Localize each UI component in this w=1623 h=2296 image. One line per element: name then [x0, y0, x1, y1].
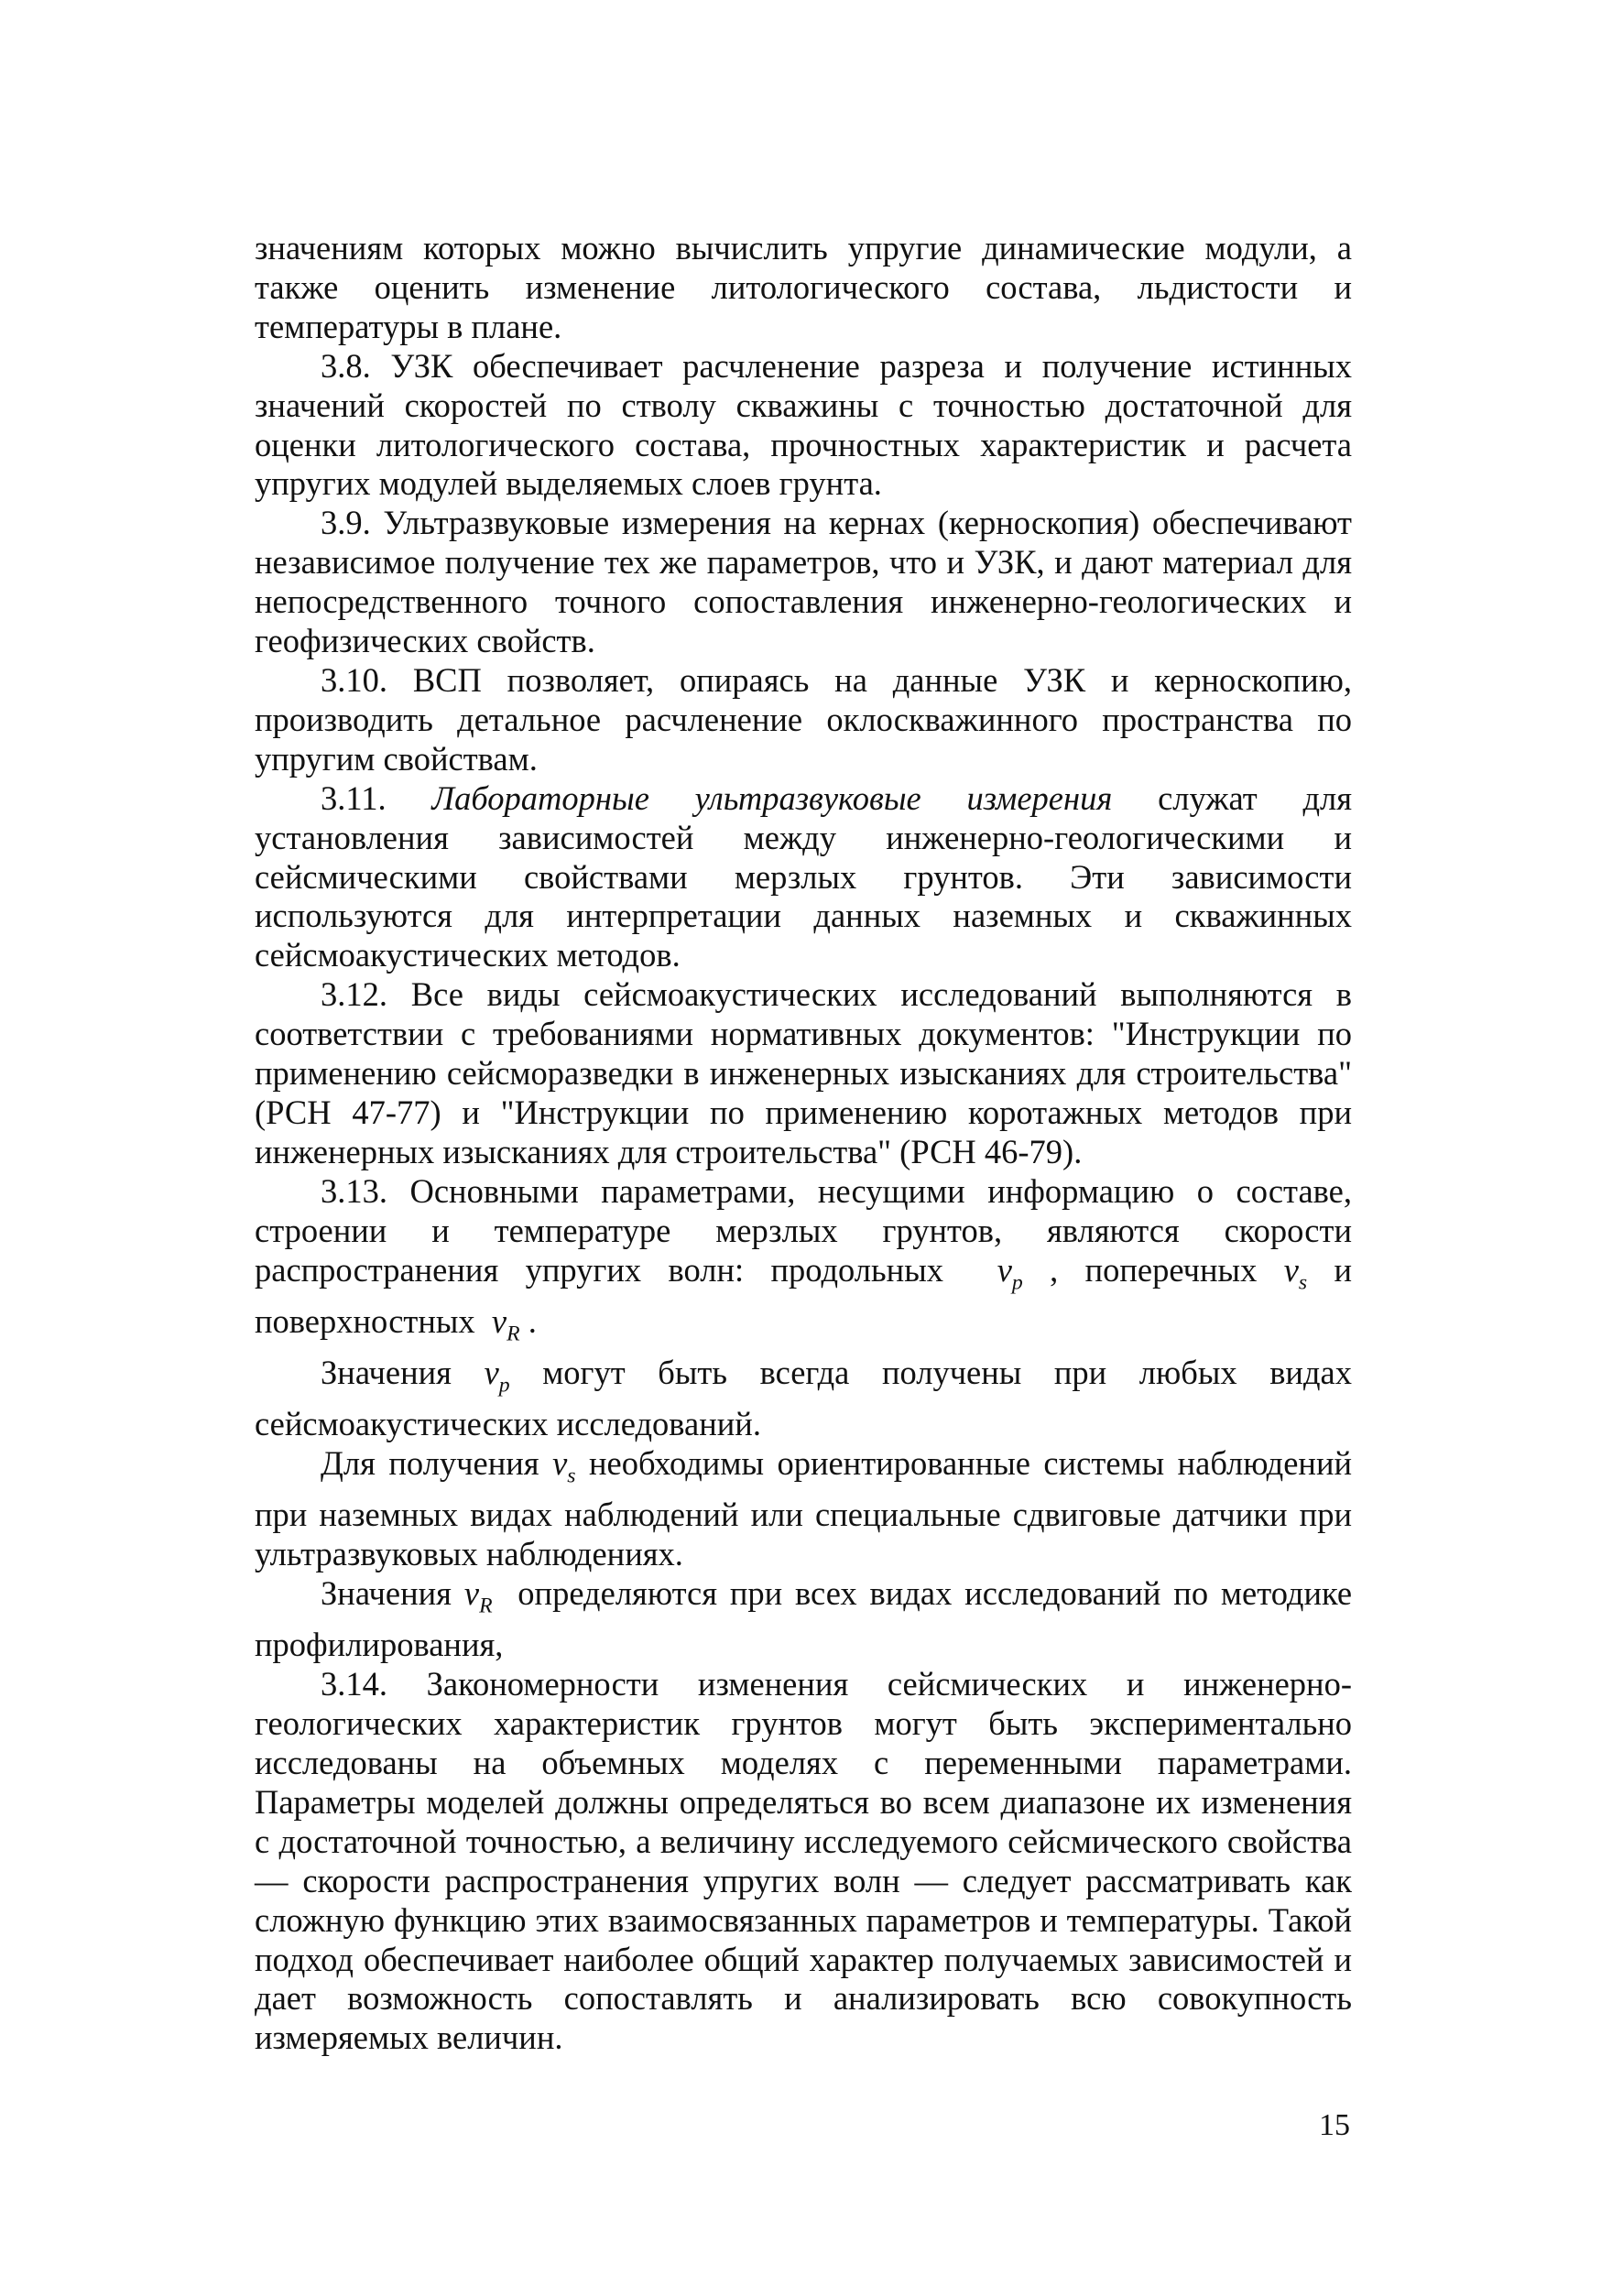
symbol-vr — [491, 1301, 520, 1346]
symbol-vs — [552, 1444, 576, 1488]
paragraph-3-13-d-text-b: определяются при всех видах исследований по методике профилирования, — [255, 1574, 1353, 1664]
continuation-text: значениям которых можно вычислить упругие динамические модули, а также оценить изменение литологического состава, льдистости и температуры в плане. — [255, 229, 1352, 345]
paragraph-3-8 — [255, 347, 1352, 505]
paragraph-3-13-text-d: . — [528, 1301, 537, 1340]
paragraph-3-13-text-b: , поперечных — [1050, 1250, 1258, 1289]
paragraph-3-13-c — [255, 1444, 1352, 1574]
subscript-s: s — [567, 1464, 576, 1488]
paragraph-3-13-d — [255, 1574, 1352, 1665]
symbol-vr — [463, 1574, 493, 1618]
section-number-3-14: 3.14. — [321, 1665, 387, 1703]
page-body — [255, 229, 1352, 2058]
paragraph-3-12 — [255, 975, 1352, 1172]
section-number-3-11: 3.11. — [321, 778, 387, 817]
paragraph-3-11-text: служат для установления зависимостей между инженерно-геологическими и сейсмическими свойствами мерзлых грунтов. Эти зависимости используются для интерпретации данных наземных и скважинных сейсмоакустических методов. — [255, 778, 1353, 974]
symbol-v: v — [491, 1301, 507, 1340]
paragraph-3-13-c-text-a: Для получения — [321, 1444, 539, 1483]
subscript-p: p — [498, 1373, 510, 1398]
paragraph-3-9-text: Ультразвуковые измерения на кернах (керноскопия) обеспечивают независимое получение тех же параметров, что и УЗК, и дают материал для непосредственного точного сопоставления инженерно-геологических и геофизических свойств. — [255, 504, 1352, 660]
paragraph-3-8-text: УЗК обеспечивает расчленение разреза и получение истинных значений скоростей по стволу скважины с точностью достаточной для оценки литологического состава, прочностных характеристик и расчета упругих модулей выделяемых слоев грунта. — [255, 346, 1353, 503]
symbol-vp — [997, 1250, 1023, 1294]
section-number-3-9: 3.9. — [321, 504, 371, 542]
paragraph-3-13-b-text-b: могут быть всегда получены при любых видах сейсмоакустических исследований. — [255, 1353, 1352, 1443]
symbol-vs — [1283, 1250, 1308, 1294]
page-number: 15 — [1319, 2108, 1350, 2142]
subscript-r: R — [507, 1322, 520, 1346]
symbol-v: v — [484, 1353, 499, 1391]
paragraph-3-10-text: ВСП позволяет, опираясь на данные УЗК и керноскопию, производить детальное расчленение оклоскважинного пространства по упругим свойствам. — [255, 660, 1352, 778]
symbol-vp — [484, 1353, 510, 1398]
subscript-p: p — [1011, 1269, 1023, 1294]
paragraph-3-13-c-text-b: необходимы ориентированные системы наблюдений при наземных видах наблюдений или специальные сдвиговые датчики при ультразвуковых наблюдениях. — [255, 1444, 1353, 1573]
symbol-v: v — [552, 1444, 568, 1483]
paragraph-3-10 — [255, 661, 1352, 779]
paragraph-3-14 — [255, 1665, 1352, 2058]
paragraph-3-13-b — [255, 1354, 1352, 1444]
paragraph-3-14-text: Закономерности изменения сейсмических и инженерно-геологических характеристик грунтов могут быть экспериментально исследованы на объемных моделях с переменными параметрами. Параметры моделей должны определяться во всем диапазоне их изменения с достаточной точностью, а величину исследуемого сейсмического свойства — скорости распространения упругих волн — следует рассматривать как сложную функцию этих взаимосвязанных параметров и температуры. Такой подход обеспечивает наиболее общий характер получаемых зависимостей и дает возможность сопоставлять и анализировать всю совокупность измеряемых величин. — [255, 1665, 1352, 2057]
subscript-r: R — [479, 1594, 493, 1618]
paragraph-3-13-text-a: Основными параметрами, несущими информацию о составе, строении и температуре мерзлых грунтов, являются скорости распространения упругих волн: продольных — [255, 1171, 1353, 1289]
section-number-3-13: 3.13. — [321, 1171, 387, 1210]
paragraph-3-13-text-c: и поверхностных — [255, 1250, 1353, 1340]
symbol-v: v — [997, 1250, 1012, 1289]
paragraph-3-12-text: Все виды сейсмоакустических исследований выполняются в соответствии с требованиями нормативных документов: "Инструкции по применению сейсморазведки в инженерных изысканиях для строительства" (РСН 47-77) и "Инструкции по применению коротажных методов при инженерных изысканиях для строительства" (РСН 46-79). — [255, 975, 1353, 1170]
subscript-s: s — [1298, 1269, 1308, 1294]
paragraph-3-11 — [255, 779, 1352, 976]
paragraph-3-11-lead: Лабораторные ультразвуковые измерения — [431, 778, 1113, 817]
paragraph-3-13-b-text-a: Значения — [321, 1353, 452, 1391]
symbol-v: v — [1283, 1250, 1299, 1289]
symbol-v: v — [463, 1574, 480, 1613]
section-number-3-8: 3.8. — [321, 346, 371, 385]
section-number-3-12: 3.12. — [321, 975, 387, 1014]
paragraph-3-13-d-text-a: Значения — [321, 1574, 452, 1613]
section-number-3-10: 3.10. — [321, 660, 387, 699]
paragraph-3-9 — [255, 504, 1352, 661]
paragraph-3-13 — [255, 1172, 1352, 1354]
paragraph-continuation — [255, 229, 1352, 347]
